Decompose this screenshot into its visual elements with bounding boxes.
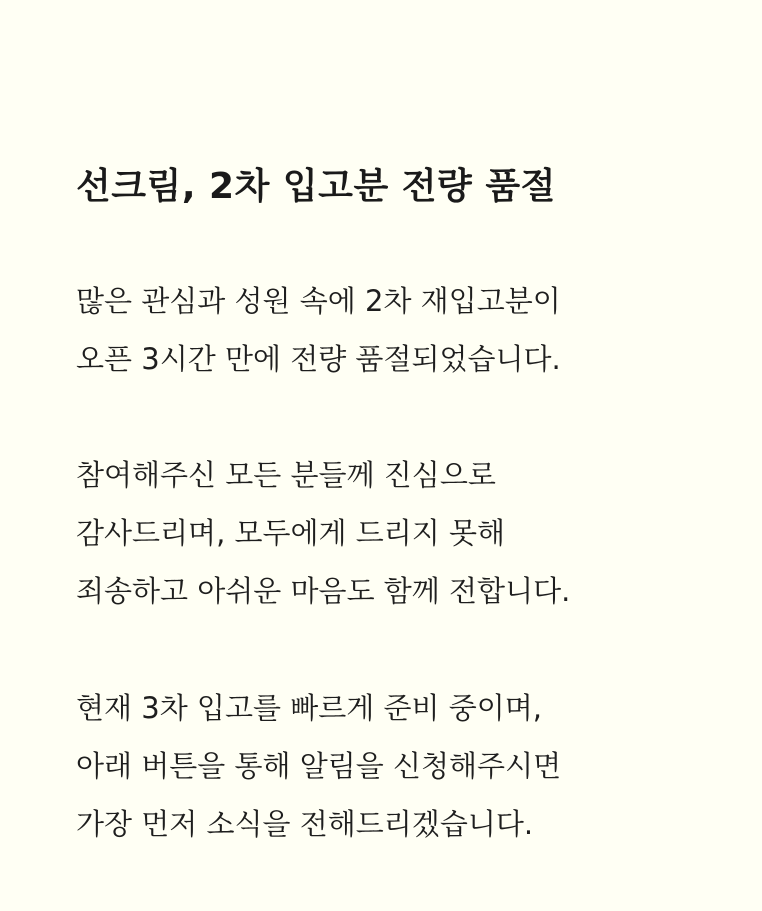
notice-title: 선크림, 2차 입고분 전량 품절 xyxy=(76,166,556,207)
notice-paragraph-restock xyxy=(76,679,561,853)
notice-line: 아래 버튼을 통해 알림을 신청해주시면 xyxy=(76,749,562,783)
notice-line: 가장 먼저 소식을 전해드리겠습니다. xyxy=(76,807,534,841)
notice-paragraph-sold-out xyxy=(76,272,561,388)
notice-line: 많은 관심과 성원 속에 2차 재입고분이 xyxy=(76,284,561,318)
notice-line: 참여해주신 모든 분들께 진심으로 xyxy=(76,458,496,492)
notice-line: 오픈 3시간 만에 전량 품절되었습니다. xyxy=(76,342,561,376)
notice-paragraph-thanks xyxy=(76,446,570,620)
notice-line: 감사드리며, 모두에게 드리지 못해 xyxy=(76,516,506,550)
notice-line: 죄송하고 아쉬운 마음도 함께 전합니다. xyxy=(76,574,571,608)
notice-line: 현재 3차 입고를 빠르게 준비 중이며, xyxy=(76,691,542,725)
